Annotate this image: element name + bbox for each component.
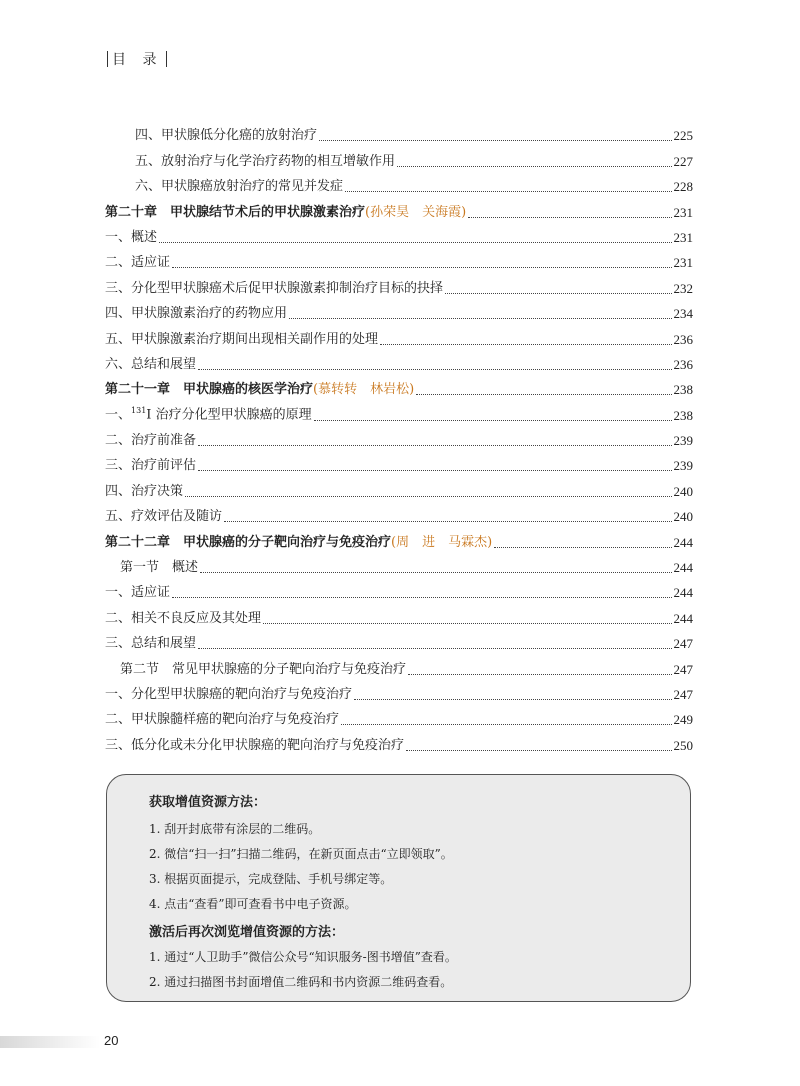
toc-entry-title: 四、甲状腺低分化癌的放射治疗 [135, 128, 318, 144]
toc-item-row[interactable] [105, 298, 693, 323]
toc-page-number: 240 [673, 509, 693, 525]
toc-entry-title: 二、治疗前准备 [105, 433, 197, 449]
toc-entry-title: 二、甲状腺髓样癌的靶向治疗与免疫治疗 [105, 712, 340, 728]
toc-item-row[interactable] [105, 120, 693, 145]
toc-page-number: 240 [673, 483, 693, 499]
toc-chapter-row[interactable] [105, 374, 693, 399]
chapter-authors: (周 进 马霖杰) [391, 534, 493, 550]
toc-item-row[interactable] [105, 222, 693, 247]
resource-heading-revisit: 激活后再次浏览增值资源的方法： [149, 925, 345, 940]
toc-item-row[interactable] [105, 399, 693, 424]
toc-entry-title: 第一节 概述 [120, 560, 199, 576]
dot-leader [319, 139, 671, 141]
toc-page-number: 244 [673, 610, 693, 626]
header-title: 目 录 [112, 52, 163, 68]
resource-step: 1. 刮开封底带有涂层的二维码。 [149, 822, 321, 836]
toc-page-number: 249 [673, 712, 693, 728]
dot-leader [198, 444, 671, 446]
toc-item-row[interactable] [105, 349, 693, 374]
toc-item-row[interactable] [105, 272, 693, 297]
toc-entry-title: 一、概述 [105, 229, 158, 245]
toc-item-row[interactable] [105, 323, 693, 348]
dot-leader [172, 266, 671, 268]
dot-leader [445, 292, 671, 294]
toc-item-row[interactable] [105, 628, 693, 653]
toc-entry-title: 一、$^{131}$I 治疗分化型甲状腺癌的原理 [105, 406, 312, 423]
toc-item-row[interactable] [105, 425, 693, 450]
toc-entry-title: 三、总结和展望 [105, 636, 197, 652]
toc-page-number: 247 [673, 686, 693, 702]
toc-entry-title: 六、甲状腺癌放射治疗的常见并发症 [135, 179, 344, 195]
toc-item-row[interactable] [105, 729, 693, 754]
chapter-authors: (孙荣昊 关海霞) [365, 204, 467, 220]
table-of-contents [105, 120, 693, 755]
toc-item-row[interactable] [105, 577, 693, 602]
dot-leader [314, 419, 672, 421]
resource-step: 4. 点击“查看”即可查看书中电子资源。 [149, 897, 357, 911]
dot-leader [341, 723, 671, 725]
dot-leader [494, 546, 671, 548]
resource-step: 2. 微信“扫一扫”扫描二维码，在新页面点击“立即领取”。 [149, 847, 453, 861]
resource-step: 3. 根据页面提示，完成登陆、手机号绑定等。 [149, 872, 393, 886]
toc-item-row[interactable] [105, 704, 693, 729]
toc-entry-title: 四、治疗决策 [105, 483, 184, 499]
dot-leader [416, 393, 671, 395]
dot-leader [172, 596, 671, 598]
dot-leader [200, 571, 671, 573]
dot-leader [198, 368, 671, 370]
toc-item-row[interactable] [105, 145, 693, 170]
toc-entry-title: 六、总结和展望 [105, 356, 197, 372]
toc-entry-title: 一、适应证 [105, 585, 171, 601]
dot-leader [380, 343, 671, 345]
header-right-bar [166, 51, 167, 67]
dot-leader [198, 647, 671, 649]
dot-leader [345, 190, 671, 192]
page-number: 20 [104, 1033, 119, 1048]
isotope-superscript: 131 [131, 406, 147, 416]
footer-gradient-band [0, 1036, 100, 1048]
dot-leader [263, 622, 671, 624]
dot-leader [397, 165, 671, 167]
toc-page-number: 225 [673, 128, 693, 144]
toc-page-number: 238 [673, 407, 693, 423]
toc-chapter-row[interactable] [105, 526, 693, 551]
dot-leader [468, 216, 671, 218]
toc-entry-title: 五、甲状腺激素治疗期间出现相关副作用的处理 [105, 331, 379, 347]
toc-chapter-row[interactable] [105, 196, 693, 221]
toc-entry-title: 第二十章 甲状腺结节术后的甲状腺激素治疗(孙荣昊 关海霞) [105, 204, 467, 220]
toc-entry-title: 四、甲状腺激素治疗的药物应用 [105, 306, 288, 322]
toc-item-row[interactable] [105, 475, 693, 500]
toc-item-row[interactable] [105, 679, 693, 704]
toc-page-number: 250 [673, 737, 693, 753]
toc-page-number: 244 [673, 560, 693, 576]
dot-leader [354, 698, 671, 700]
dot-leader [185, 495, 671, 497]
toc-entry-title: 三、治疗前评估 [105, 458, 197, 474]
dot-leader [289, 317, 671, 319]
toc-page-number: 236 [673, 356, 693, 372]
toc-entry-title: 一、分化型甲状腺癌的靶向治疗与免疫治疗 [105, 686, 353, 702]
toc-page-number: 234 [673, 306, 693, 322]
toc-page-number: 228 [673, 179, 693, 195]
toc-page-number: 231 [673, 229, 693, 245]
dot-leader [408, 673, 671, 675]
toc-section-row[interactable] [105, 653, 693, 678]
toc-page-number: 231 [673, 204, 693, 220]
toc-page-number: 247 [673, 636, 693, 652]
dot-leader [159, 241, 671, 243]
chapter-authors: (慕转转 林岩松) [313, 382, 415, 398]
toc-item-row[interactable] [105, 501, 693, 526]
toc-entry-title: 三、分化型甲状腺癌术后促甲状腺激素抑制治疗目标的抉择 [105, 280, 444, 296]
toc-page-number: 238 [673, 382, 693, 398]
toc-page-number: 231 [673, 255, 693, 271]
dot-leader [406, 749, 671, 751]
running-header [103, 49, 171, 69]
toc-entry-title: 第二十一章 甲状腺癌的核医学治疗(慕转转 林岩松) [105, 382, 415, 398]
toc-item-row[interactable] [105, 602, 693, 627]
resource-step: 1. 通过“人卫助手”微信公众号“知识服务-图书增值”查看。 [149, 950, 457, 964]
dot-leader [224, 520, 671, 522]
toc-page-number: 232 [673, 280, 693, 296]
toc-entry-title: 五、放射治疗与化学治疗药物的相互增敏作用 [135, 153, 396, 169]
toc-page-number: 227 [673, 153, 693, 169]
toc-entry-title: 三、低分化或未分化甲状腺癌的靶向治疗与免疫治疗 [105, 737, 405, 753]
header-left-bar [107, 51, 108, 67]
toc-page-number: 244 [673, 585, 693, 601]
toc-section-row[interactable] [105, 552, 693, 577]
resource-heading-get: 获取增值资源方法： [149, 795, 267, 810]
toc-page-number: 239 [673, 458, 693, 474]
toc-entry-title: 第二节 常见甲状腺癌的分子靶向治疗与免疫治疗 [120, 661, 407, 677]
toc-item-row[interactable] [105, 247, 693, 272]
dot-leader [198, 469, 671, 471]
toc-item-row[interactable] [105, 171, 693, 196]
resource-step: 2. 通过扫描图书封面增值二维码和书内资源二维码查看。 [149, 975, 453, 989]
toc-entry-title: 第二十二章 甲状腺癌的分子靶向治疗与免疫治疗(周 进 马霖杰) [105, 534, 493, 550]
toc-entry-title: 五、疗效评估及随访 [105, 509, 223, 525]
toc-page-number: 236 [673, 331, 693, 347]
toc-page-number: 244 [673, 534, 693, 550]
toc-entry-title: 二、相关不良反应及其处理 [105, 610, 262, 626]
toc-entry-title: 二、适应证 [105, 255, 171, 271]
toc-page-number: 239 [673, 433, 693, 449]
toc-page-number: 247 [673, 661, 693, 677]
resource-box [106, 774, 691, 1002]
toc-item-row[interactable] [105, 450, 693, 475]
